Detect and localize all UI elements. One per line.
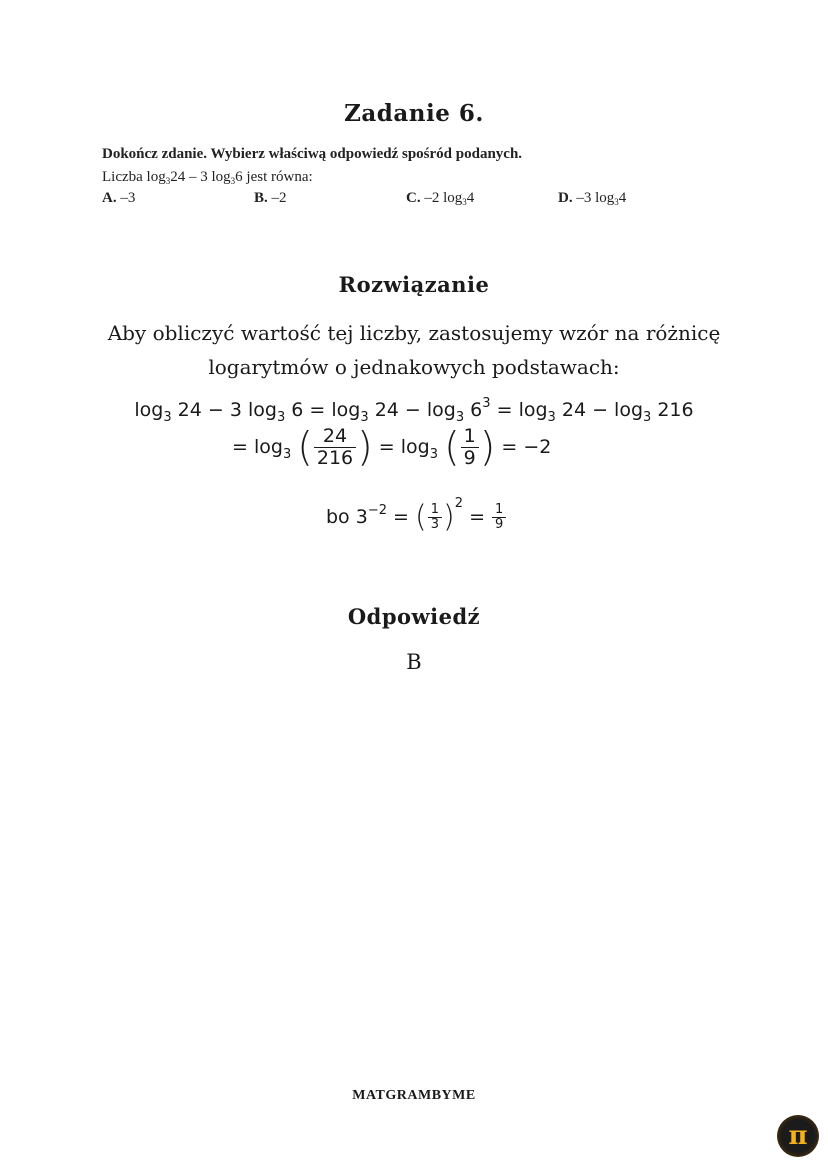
- math-line-3: bo $3^{-2}$ = ( $\frac{1}{3}$ )$^2$ = $\frac{1}{9}$: [326, 496, 507, 533]
- option-b: B. –2: [254, 190, 287, 206]
- option-c: C. –2 $\log_34$: [406, 190, 475, 207]
- paren-open: (: [297, 424, 313, 471]
- answer-value: B: [406, 650, 422, 674]
- solution-paragraph: [0, 316, 828, 384]
- fraction-result-1-9: $\frac{1}{9}$: [492, 503, 506, 533]
- option-d: D. –3 $\log_34$: [558, 190, 627, 207]
- paragraph-line-2: logarytmów o jednakowych podstawach:: [208, 355, 620, 379]
- footer-brand: MATGRAMBYME: [352, 1088, 476, 1103]
- fraction-1-9: $\frac{1}{9}$: [461, 426, 479, 469]
- task-statement: Liczba $\log_324 - 3$ $\log_36$ jest równa:: [102, 169, 313, 186]
- math-line-1: $\log_3 24 - 3$ $\log_3 6 = \log_3 24 - \log_3 6^3 = \log_3 24 - \log_3 216$: [134, 396, 694, 425]
- pi-icon: π: [777, 1115, 819, 1157]
- solution-heading: Rozwiązanie: [338, 272, 490, 297]
- paren-close: ): [357, 424, 373, 471]
- paren-open: (: [444, 424, 460, 471]
- math-line-2: = $\log_3$ ( $\frac{24}{216}$ ) = $\log_3$ ( $\frac{1}{9}$ ) = −2: [232, 424, 552, 471]
- task-instruction: Dokończ zdanie. Wybierz właściwą odpowiedź spośród podanych.: [102, 146, 523, 162]
- paragraph-line-1: Aby obliczyć wartość tej liczby, zastosujemy wzór na różnicę: [107, 321, 721, 345]
- paren-close: ): [479, 424, 496, 471]
- paren-close: ): [443, 499, 455, 535]
- option-a: A. –3: [102, 190, 136, 206]
- paren-open: (: [415, 499, 427, 535]
- answer-heading: Odpowiedź: [347, 604, 481, 629]
- fraction-1-3: $\frac{1}{3}$: [428, 503, 442, 533]
- fraction-24-216: $\frac{24}{216}$: [314, 426, 356, 469]
- page-title: Zadanie 6.: [344, 100, 484, 127]
